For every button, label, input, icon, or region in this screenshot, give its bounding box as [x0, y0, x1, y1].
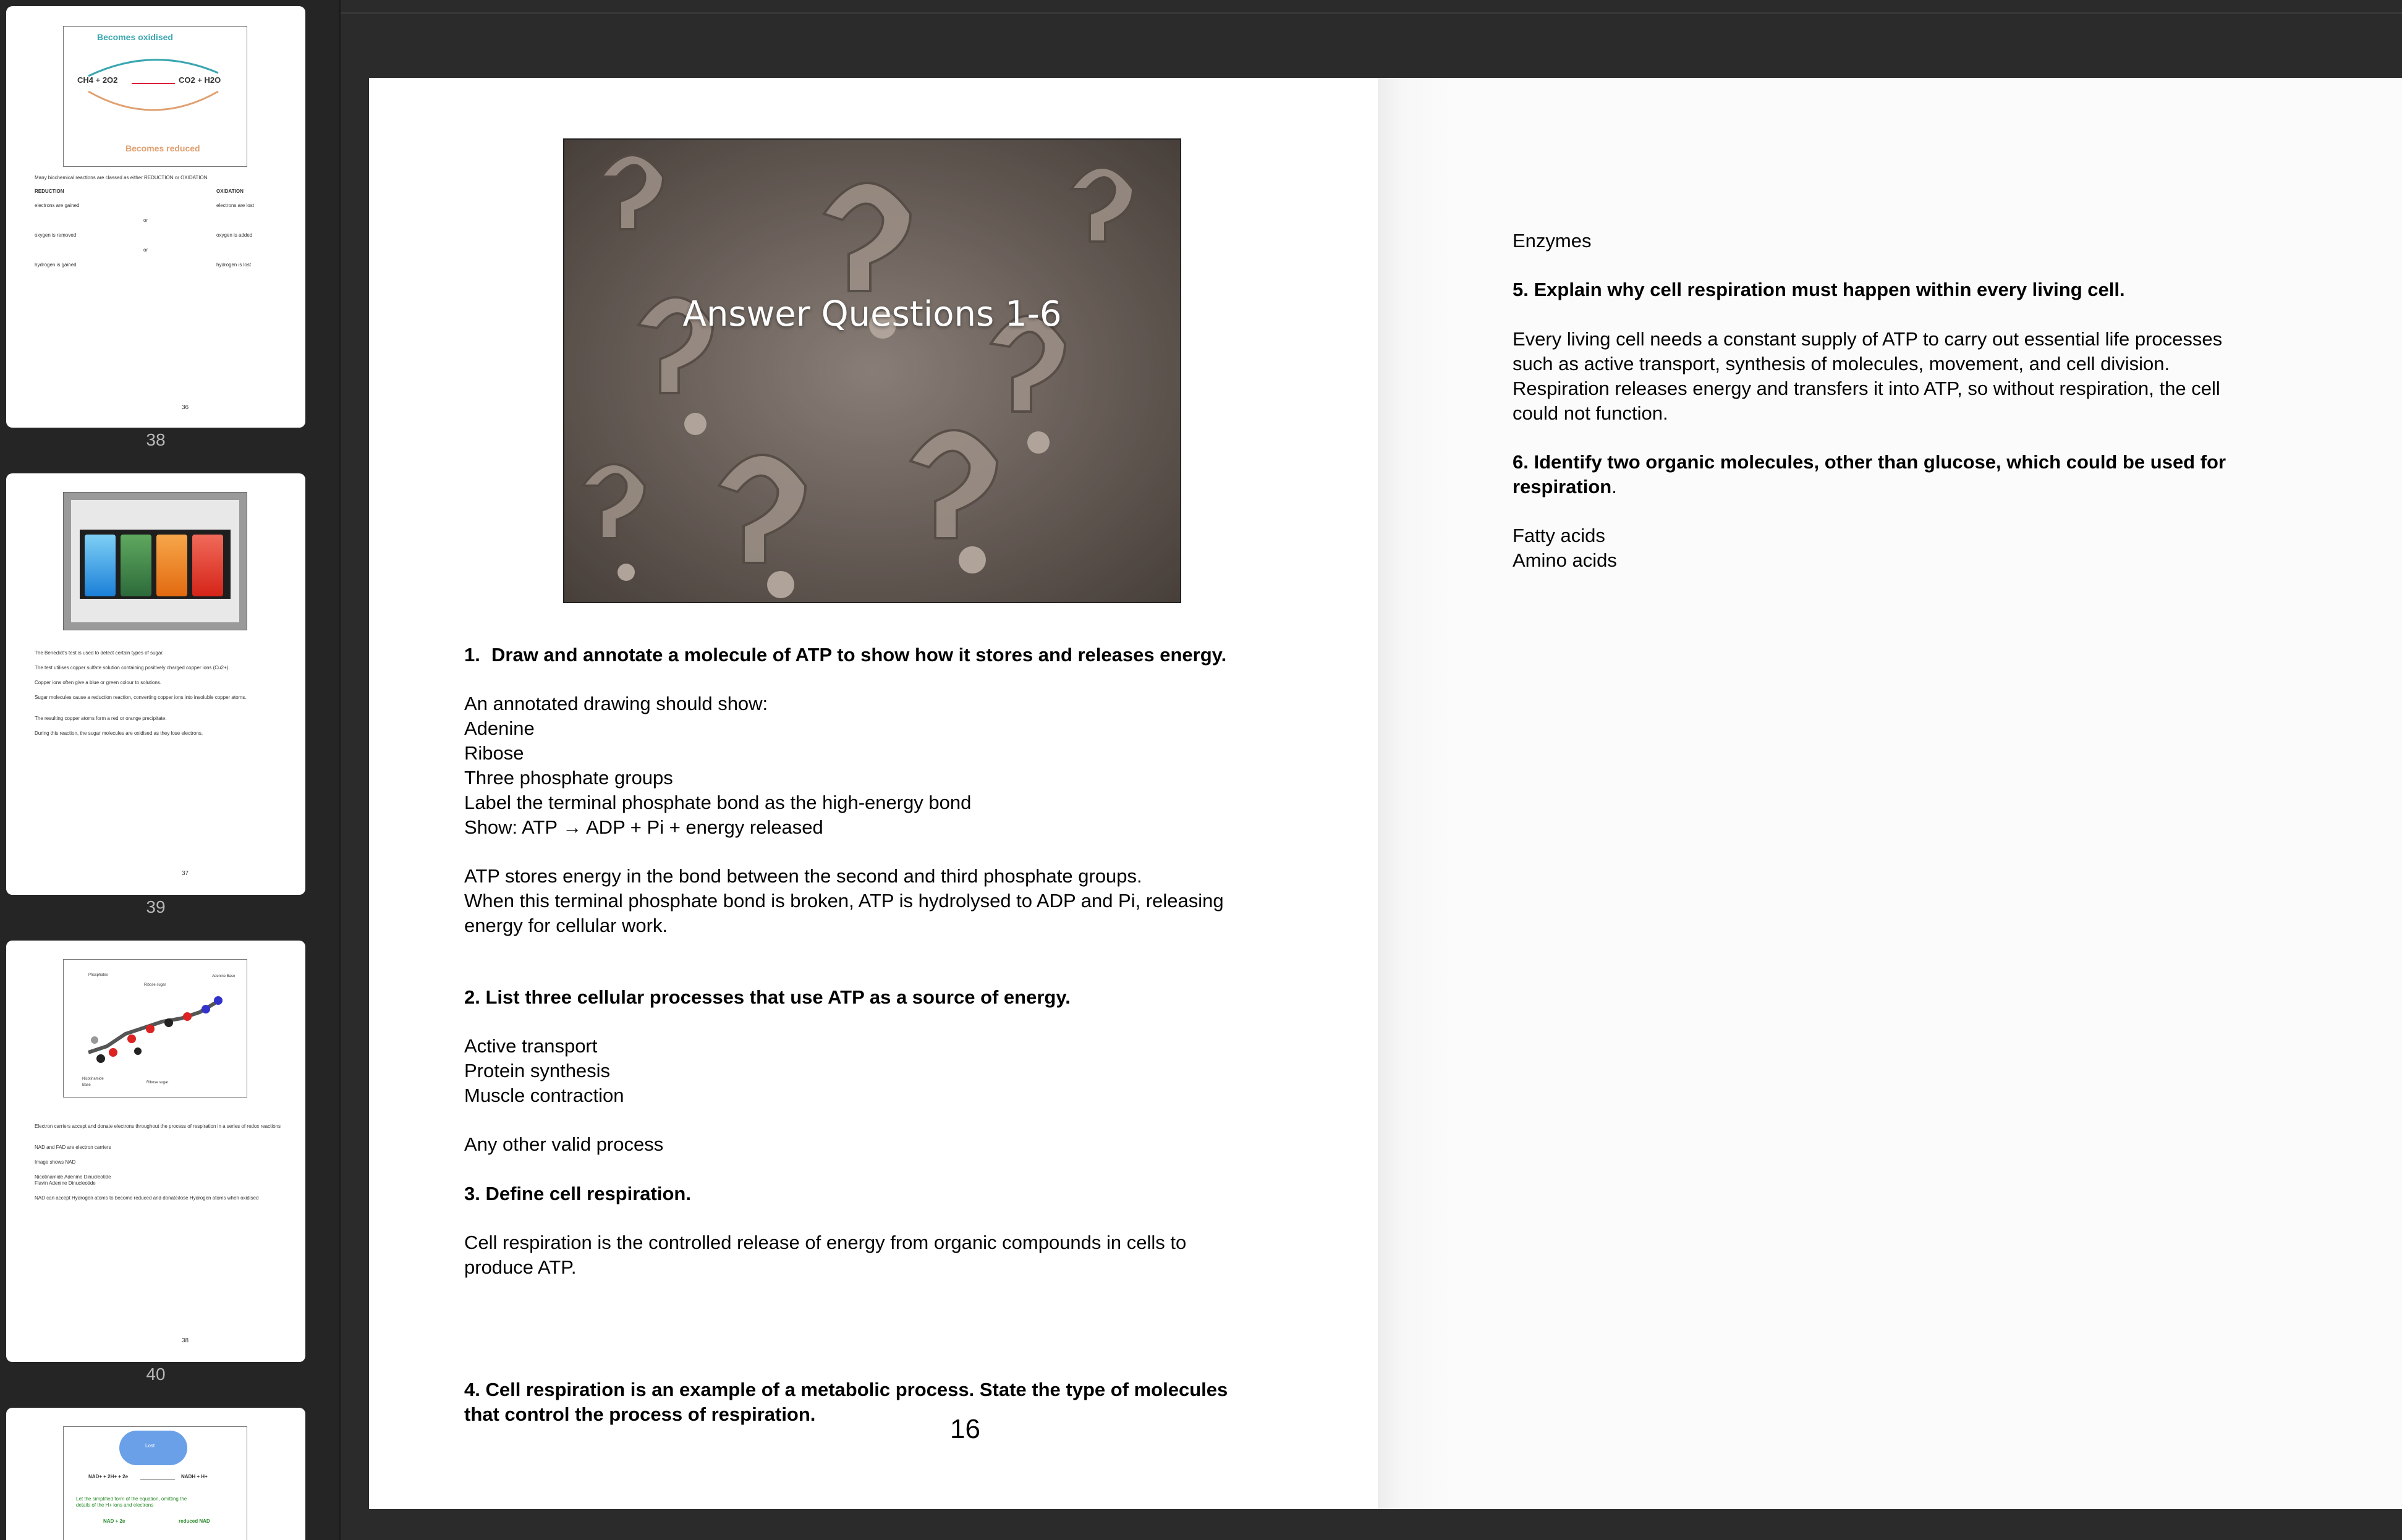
- answer-line: When this terminal phosphate bond is broken, ATP is hydrolysed to ADP and Pi, releasing: [464, 890, 1224, 912]
- question-5: 5. Explain why cell respiration must happen within every living cell.: [1513, 279, 2125, 300]
- question-4-line: that control the process of respiration.: [464, 1403, 816, 1425]
- question-4-line: 4. Cell respiration is an example of a metabolic process. State the type of molecules: [464, 1379, 1228, 1400]
- thumbnail-number: 39: [146, 897, 166, 916]
- equation-left: NAD+ + 2H+ + 2e: [88, 1474, 129, 1479]
- question-1: Draw and annotate a molecule of ATP to show how it stores and releases energy.: [491, 644, 1227, 666]
- thumbnail-sidebar[interactable]: [0, 0, 341, 1540]
- answer-line: Respiration releases energy and transfers it into ATP, so without respiration, the cell: [1513, 378, 2220, 399]
- thumbnail-slide-41[interactable]: [6, 1408, 305, 1540]
- row-left: electrons are gained: [35, 203, 80, 208]
- thumb-line: Flavin Adenine Dinucleotide: [35, 1180, 96, 1186]
- top-toolbar-strip: [341, 0, 2402, 14]
- left-formula: CH4 + 2O2: [77, 75, 118, 85]
- thumb-page-label: 38: [182, 1337, 189, 1344]
- thumbnail-slide-38[interactable]: [6, 6, 305, 428]
- label-ribose: Ribose sugar: [144, 983, 166, 987]
- answer-line: Amino acids: [1513, 549, 1617, 571]
- answer-line: could not function.: [1513, 402, 1668, 424]
- answer-line: energy for cellular work.: [464, 915, 668, 936]
- answer-line: ATP stores energy in the bond between the second and third phosphate groups.: [464, 865, 1142, 887]
- answer-line: produce ATP.: [464, 1256, 577, 1278]
- question-6-end: respiration: [1513, 476, 1612, 497]
- thumb-line: NAD can accept Hydrogen atoms to become reduced and donate/lose Hydrogen atoms when oxidised: [35, 1195, 259, 1201]
- question-6-line: 6. Identify two organic molecules, other than glucose, which could be used for: [1513, 451, 2226, 473]
- left-page: [369, 78, 1378, 1509]
- thumb-line: The test utilises copper sulfate solution containing positively charged copper ions (Cu2+).: [35, 665, 230, 671]
- thumb-line: Nicotinamide Adenine Dinucleotide: [35, 1174, 111, 1180]
- answer-line: Label the terminal phosphate bond as the high-energy bond: [464, 792, 972, 813]
- cloud-label: Lost: [145, 1443, 155, 1449]
- thumb-line: During this reaction, the sugar molecules are oxidised as they lose electrons.: [35, 730, 203, 736]
- right-formula: CO2 + H2O: [179, 75, 221, 85]
- simplified-left: NAD + 2e: [103, 1518, 125, 1524]
- equation-right: NADH + H+: [181, 1474, 208, 1479]
- question-marks-image: [563, 138, 1181, 603]
- answer-line: Active transport: [464, 1035, 598, 1057]
- row-left: oxygen is removed: [35, 232, 77, 238]
- thumb-intro: Many biochemical reactions are classed as either REDUCTION or OXIDATION: [35, 175, 208, 180]
- label-adenine: Adenine Base: [212, 975, 236, 978]
- answer-line: Every living cell needs a constant supply of ATP to carry out essential life processes: [1513, 328, 2223, 350]
- or-label: or: [143, 218, 148, 223]
- reduced-label: Becomes reduced: [125, 143, 200, 153]
- right-page: [1378, 78, 2402, 1509]
- nad-molecule-image: [63, 959, 247, 1098]
- thumb-line: Copper ions often give a blue or green colour to solutions.: [35, 680, 162, 685]
- answer-line: Three phosphate groups: [464, 767, 673, 789]
- equation-note: Let the simplified form of the equation, omitting the details of the H+ ions and electrons: [76, 1496, 187, 1508]
- page-spread: [369, 78, 2402, 1509]
- thumbnail-slide-40[interactable]: [6, 941, 305, 1362]
- thumb-line: Sugar molecules cause a reduction reaction, converting copper ions into insoluble copper atoms.: [35, 695, 247, 700]
- question-3: 3. Define cell respiration.: [464, 1183, 691, 1204]
- answer-line: Muscle contraction: [464, 1085, 624, 1106]
- question-1-number: 1.: [464, 644, 480, 666]
- answer-line: Ribose: [464, 742, 524, 764]
- row-left: hydrogen is gained: [35, 262, 77, 268]
- answer-line: Enzymes: [1513, 230, 1592, 252]
- label-ribose-2: Ribose sugar: [146, 1081, 169, 1085]
- thumb-line: Electron carriers accept and donate electrons throughout the process of respiration in a series of redox reactions: [35, 1123, 281, 1129]
- reduction-header: REDUCTION: [35, 188, 64, 194]
- simplified-right: reduced NAD: [179, 1518, 210, 1524]
- thumbnail-slide-39[interactable]: [6, 473, 305, 895]
- page-number: 16: [950, 1414, 980, 1444]
- redox-diagram: [63, 26, 247, 167]
- row-right: electrons are lost: [216, 203, 254, 208]
- answer-line: An annotated drawing should show:: [464, 693, 768, 714]
- oxidation-header: OXIDATION: [216, 188, 244, 194]
- row-right: hydrogen is lost: [216, 262, 252, 268]
- thumb-line: Image shows NAD: [35, 1159, 76, 1165]
- thumbnail-number: 40: [146, 1364, 166, 1384]
- answer-line: Fatty acids: [1513, 525, 1605, 546]
- thumb-line: NAD and FAD are electron carriers: [35, 1144, 111, 1150]
- answer-line: such as active transport, synthesis of molecules, movement, and cell division.: [1513, 353, 2170, 374]
- thumb-line: The Benedict's test is used to detect certain types of sugar.: [35, 650, 164, 656]
- answer-line: Any other valid process: [464, 1133, 664, 1155]
- answer-line: Adenine: [464, 717, 535, 739]
- question-2: 2. List three cellular processes that use ATP as a source of energy.: [464, 986, 1071, 1008]
- oxidised-label: Becomes oxidised: [97, 32, 173, 42]
- row-right: oxygen is added: [216, 232, 253, 238]
- slide-title: Answer Questions 1-6: [682, 294, 1062, 334]
- answer-line: Cell respiration is the controlled release of energy from organic compounds in cells to: [464, 1232, 1187, 1253]
- thumb-page-label: 37: [182, 870, 189, 877]
- thumb-page-label: 36: [182, 404, 189, 411]
- label-nicotinamide: Nicotinamide Base: [82, 1077, 104, 1087]
- label-phosphates: Phosphates: [88, 973, 108, 977]
- test-tubes-image: [63, 492, 247, 630]
- question-6-period: .: [1611, 476, 1617, 497]
- thumbnail-number: 38: [146, 430, 166, 449]
- or-label: or: [143, 247, 148, 253]
- answer-line: Protein synthesis: [464, 1060, 611, 1081]
- nad-equation-diagram: [63, 1426, 247, 1540]
- thumb-line: The resulting copper atoms form a red or orange precipitate.: [35, 716, 167, 721]
- answer-line: Show: ATP → ADP + Pi + energy released: [464, 816, 823, 838]
- question-6-line: [1513, 475, 1617, 499]
